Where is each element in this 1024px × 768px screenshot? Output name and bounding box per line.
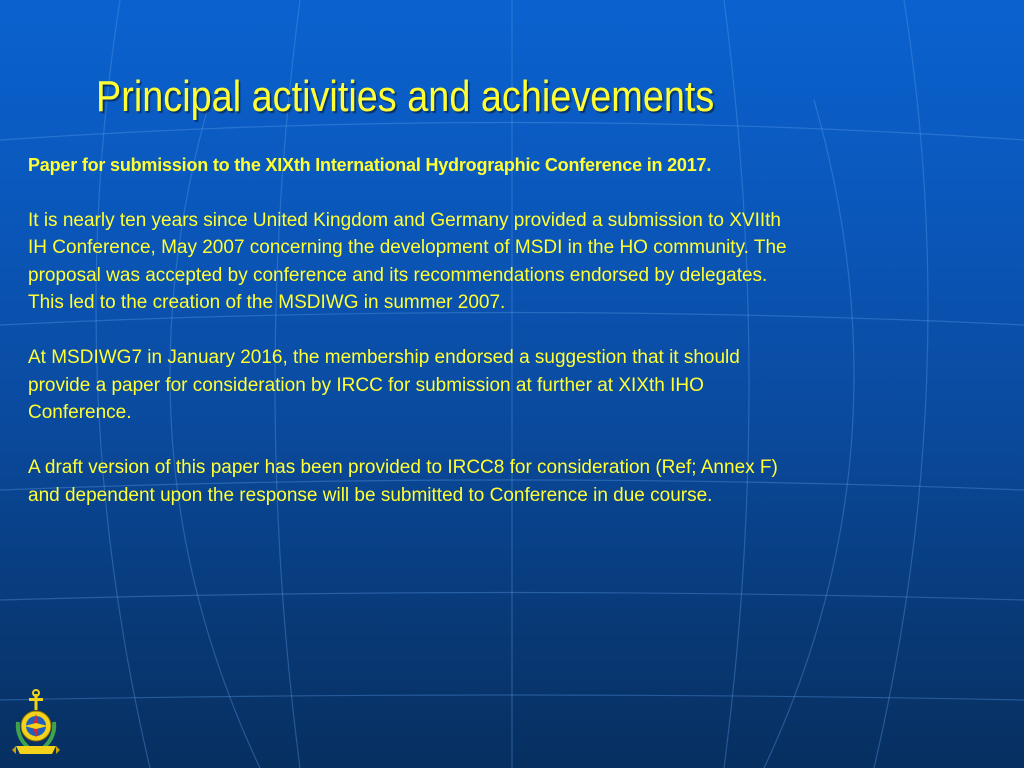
slide-subtitle: Paper for submission to the XIXth International Hydrographic Conference in 2017. [28, 155, 712, 175]
slide-body [28, 152, 988, 537]
paragraph-draft: A draft version of this paper has been provided to IRCC8 for consideration (Ref; Annex F) and dependent upon the response will be submitted to Conference in due course. [28, 457, 778, 506]
slide-title: Principal activities and achievements [96, 72, 715, 121]
paragraph-msdiwg7: At MSDIWG7 in January 2016, the membership endorsed a suggestion that it should provide a paper for consideration by IRCC for submission at further at XIXth IHO Conference. [28, 347, 740, 423]
iho-emblem-icon [10, 688, 62, 758]
paragraph-history: It is nearly ten years since United Kingdom and Germany provided a submission to XVIIth IH Conference, May 2007 concerning the development of MSDI in the HO community. The proposal was accepted by conference and its recommendations endorsed by delegates. This led to the creation of the MSDIWG in summer 2007. [28, 209, 787, 313]
